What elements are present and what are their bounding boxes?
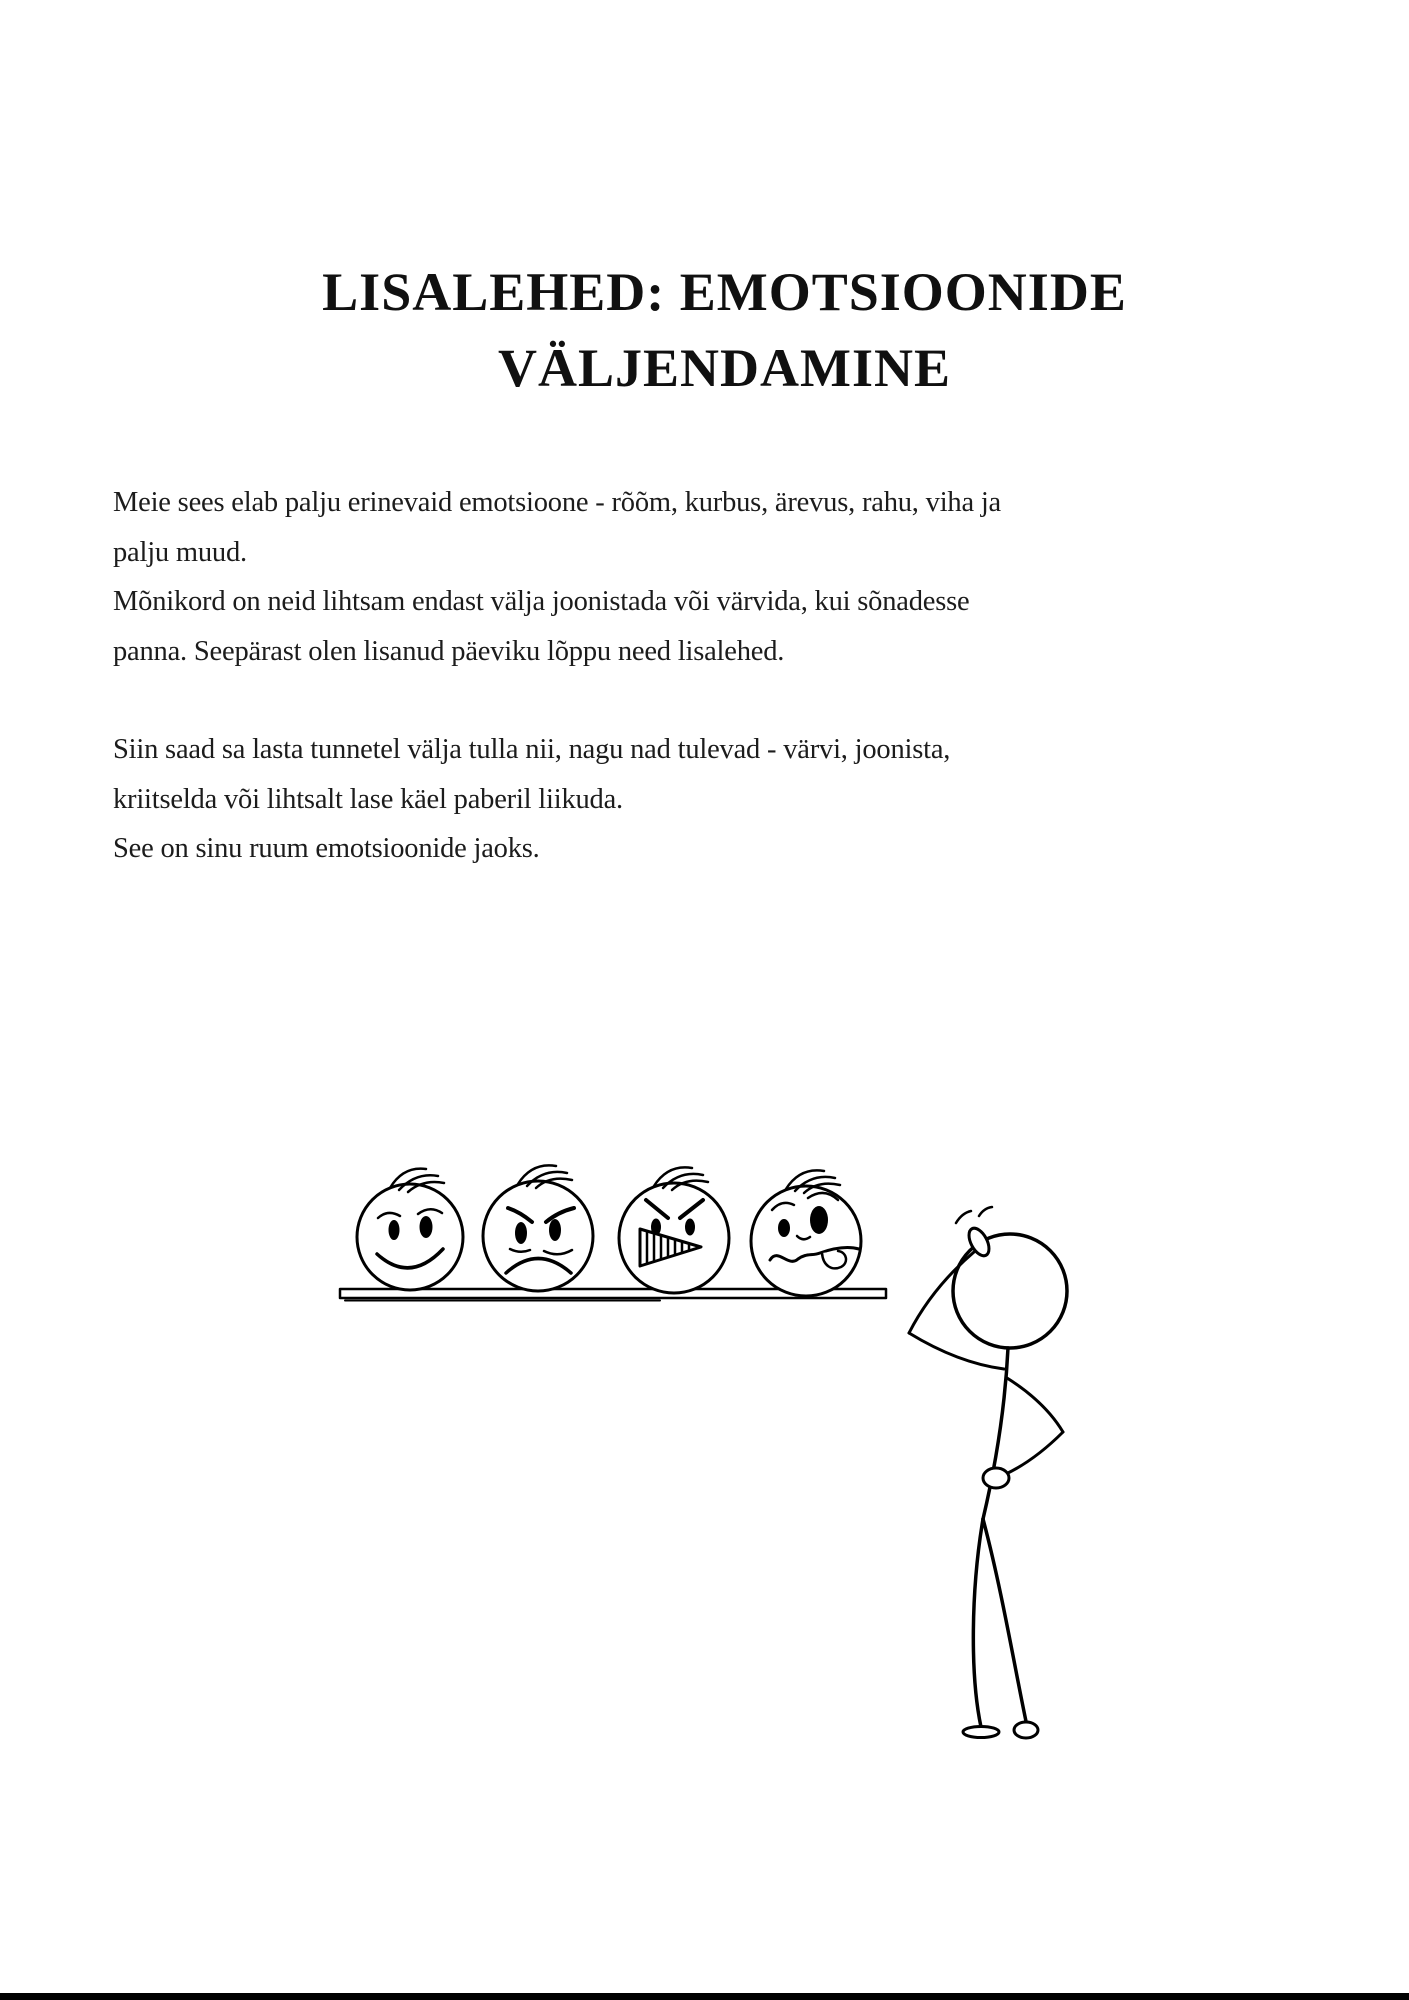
text-line: panna. Seepärast olen lisanud päeviku lõppu need lisalehed.	[113, 635, 785, 667]
angry-face-icon	[483, 1165, 593, 1291]
text-line: Mõnikord on neid lihtsam endast välja joonistada või värvida, kui sõnadesse	[113, 586, 970, 617]
text-line: Siin saad sa lasta tunnetel välja tulla nii, nagu nad tulevad - värvi, joonista,	[113, 734, 951, 765]
page-edge-bar	[0, 1993, 1409, 2000]
happy-face-icon	[357, 1169, 463, 1290]
text-line: palju muud.	[113, 536, 247, 568]
text-line: Meie sees elab palju erinevaid emotsioone - rõõm, kurbus, ärevus, rahu, viha ja	[113, 487, 1002, 518]
teeth-gritting-face-icon	[619, 1167, 729, 1293]
page-title-line-1: LISALEHED: EMOTSIOONIDE	[322, 262, 1127, 323]
page-title-line-2: VÄLJENDAMINE	[497, 338, 952, 399]
page-title	[110, 254, 1339, 406]
silly-face-icon	[751, 1170, 861, 1296]
paragraph-1	[113, 478, 1001, 676]
text-line: See on sinu ruum emotsioonide jaoks.	[113, 833, 540, 864]
emotions-illustration	[320, 1130, 1100, 1750]
paragraph-2	[113, 725, 950, 874]
stick-figure-icon	[909, 1207, 1067, 1738]
text-line: kriitselda või lihtsalt lase käel paberil liikuda.	[113, 783, 623, 815]
